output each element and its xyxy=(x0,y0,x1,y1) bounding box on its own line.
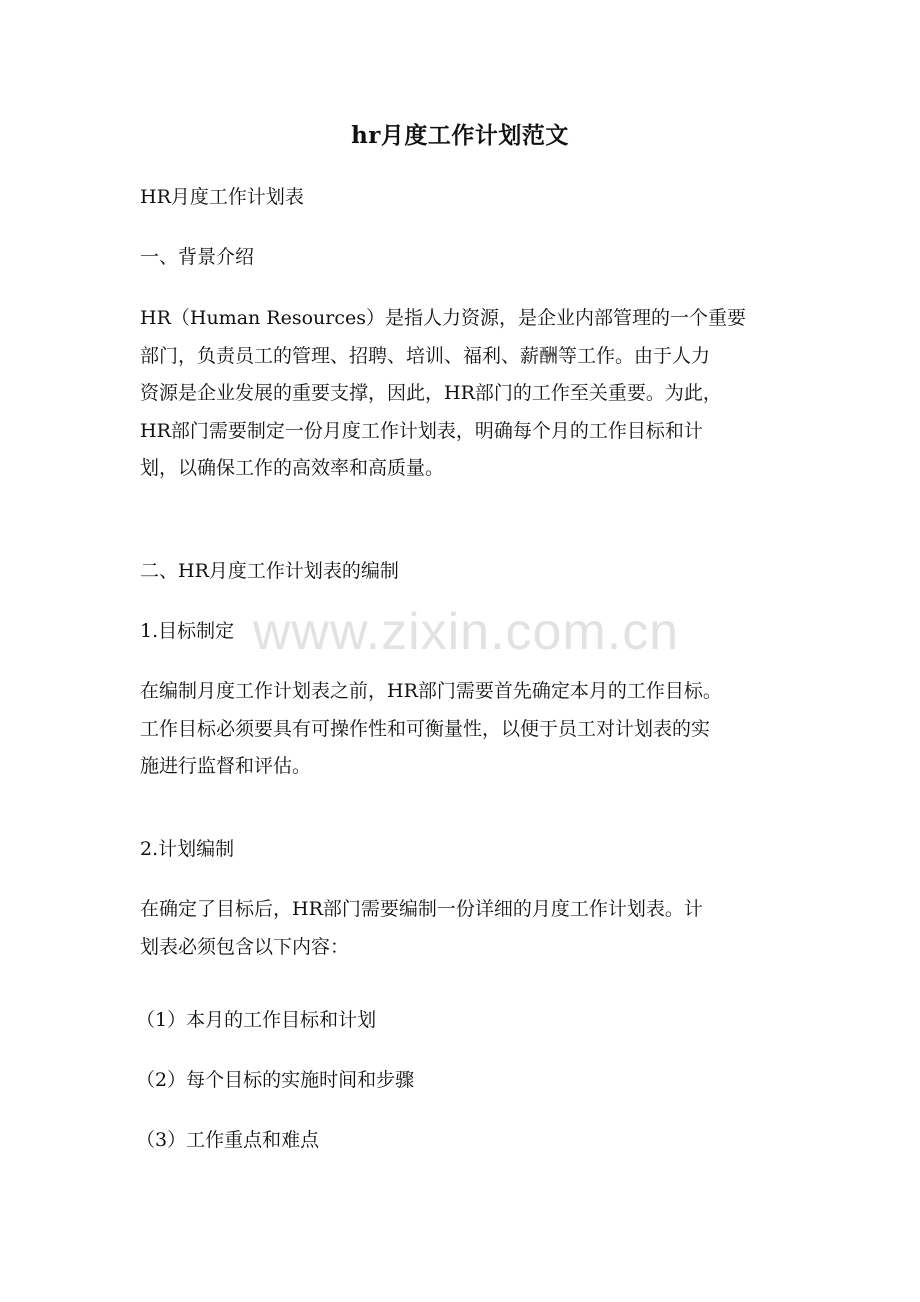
list-item: （2）每个目标的实施时间和步骤 xyxy=(136,1069,415,1091)
paragraph-line: 工作目标必须要具有可操作性和可衡量性，以便于员工对计划表的实 xyxy=(140,717,711,740)
paragraph-line: 在编制月度工作计划表之前，HR部门需要首先确定本月的工作目标。 xyxy=(140,680,722,702)
paragraph-line: 资源是企业发展的重要支撑，因此，HR部门的工作至关重要。为此， xyxy=(140,382,722,404)
document-subtitle: HR月度工作计划表 xyxy=(140,186,304,208)
section-heading-compilation: 二、HR月度工作计划表的编制 xyxy=(140,560,399,582)
paragraph-line: 部门，负责员工的管理、招聘、培训、福利、薪酬等工作。由于人力 xyxy=(140,344,711,367)
list-item: （3）工作重点和难点 xyxy=(136,1129,320,1151)
paragraph-line: 在确定了目标后，HR部门需要编制一份详细的月度工作计划表。计 xyxy=(140,898,703,920)
document-title: hr月度工作计划范文 xyxy=(351,122,569,149)
section-heading-background: 一、背景介绍 xyxy=(140,246,255,268)
paragraph-goal-setting xyxy=(140,673,790,786)
watermark: www.zixin.com.cn xyxy=(252,603,680,661)
paragraph-line: 施进行监督和评估。 xyxy=(140,755,312,777)
list-item: （1）本月的工作目标和计划 xyxy=(136,1009,377,1031)
paragraph-line: HR部门需要制定一份月度工作计划表，明确每个月的工作目标和计 xyxy=(140,419,703,442)
paragraph-plan-compilation xyxy=(140,891,790,966)
paragraph-background xyxy=(140,300,790,488)
paragraph-line: HR（Human Resources）是指人力资源，是企业内部管理的一个重要 xyxy=(140,307,746,329)
item-heading-goal-setting: 1.目标制定 xyxy=(140,620,235,642)
paragraph-line: 划表必须包含以下内容： xyxy=(140,935,350,958)
item-heading-plan-compilation: 2.计划编制 xyxy=(140,838,235,860)
paragraph-line: 划，以确保工作的高效率和高质量。 xyxy=(140,457,445,479)
